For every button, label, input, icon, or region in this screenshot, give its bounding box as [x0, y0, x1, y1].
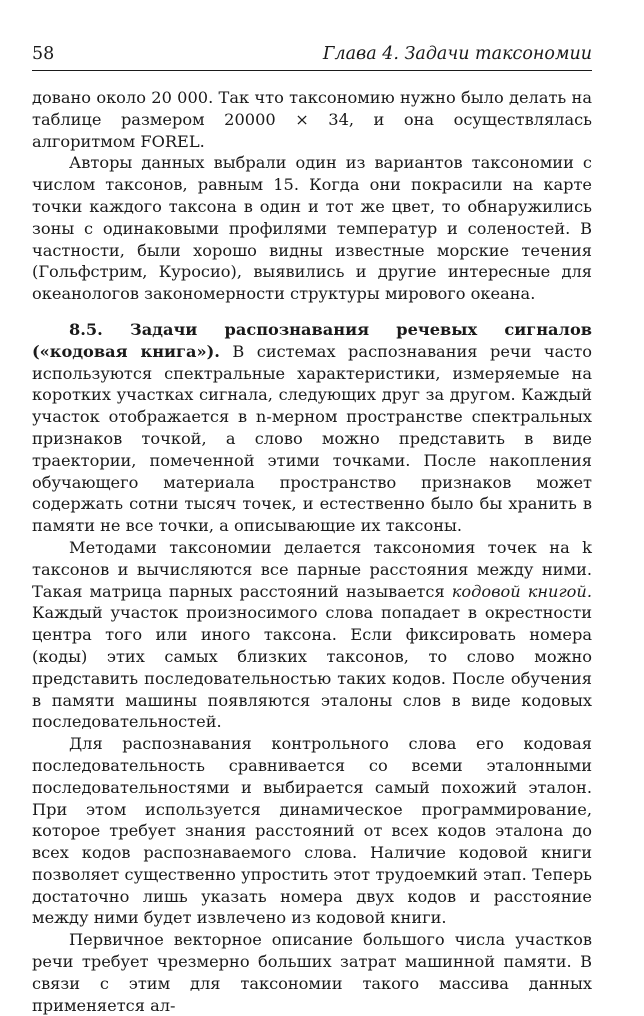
paragraph-authors: Авторы данных выбрали один из вариантов таксономии с числом таксонов, равным 15. Когда они покрасили на карте точки каждого таксона в один и тот же цвет, то обнаружились зоны с одинаковыми профилями температур и соленостей. В частности, были хорошо видны известные морские течения (Гольфстрим, Куросио), выявились и другие интересные для океанологов закономерности структуры мирового океана. [32, 153, 592, 304]
paragraph-codebook [32, 537, 592, 733]
paragraph-recognition: Для распознавания контрольного слова его кодовая последовательность сравнивается со всеми эталонными последовательностями и выбирается самый похожий эталон. При этом используется динамическое программирование, которое требует знания расстояний от всех кодов эталона до всех кодов распознаваемого слова. Наличие кодовой книги позволяет существенно упростить этот трудоемкий этап. Теперь достаточно лишь указать номера двух кодов и расстояние между ними будет извлечено из кодовой книги. [32, 734, 592, 928]
section-paragraph [32, 319, 592, 537]
codebook-text-b: Каждый участок произносимого слова попадает в окрестности центра того или иного таксона. Если фиксировать номера (коды) этих самых близких таксонов, то слово можно представить последовательностью таких кодов. После обучения в памяти машины появляются эталоны слов в виде кодовых последовательностей. [32, 603, 592, 732]
section-body: В системах распознавания речи часто используются спектральные характеристики, измеряемые на коротких участках сигнала, следующих друг за другом. Каждый участок отображается в n-мерном пространстве спектральных признаков точкой, а слово можно представить в виде траектории, помеченной этими точками. После накопления обучающего материала пространство признаков может содержать сотни тысяч точек, и естественно было бы хранить в памяти не все точки, а описывающие их таксоны. [32, 341, 593, 536]
body-text [32, 87, 592, 1016]
codebook-text-a: Методами таксономии делается таксономия точек на k таксонов и вычисляются все парные расстояния между ними. Такая матрица парных расстояний называется [32, 537, 592, 601]
running-title: Глава 4. Задачи таксономии [322, 44, 592, 64]
page-number: 58 [32, 44, 55, 64]
section-title: 8.5. Задачи распознавания речевых сигналов («кодовая книга»). [32, 319, 592, 361]
codebook-term: кодовой книгой. [451, 581, 592, 601]
book-page [32, 44, 592, 1016]
paragraph-continuation: довано около 20 000. Так что таксономию нужно было делать на таблице размером 20000 × 34, и она осуществлялась алгоритмом FOREL. [32, 88, 592, 151]
page-header [32, 44, 592, 71]
paragraph-vector: Первичное векторное описание большого числа участков речи требует чрезмерно больших затрат машинной памяти. В связи с этим для таксономии такого массива данных применяется ал- [32, 930, 592, 1015]
